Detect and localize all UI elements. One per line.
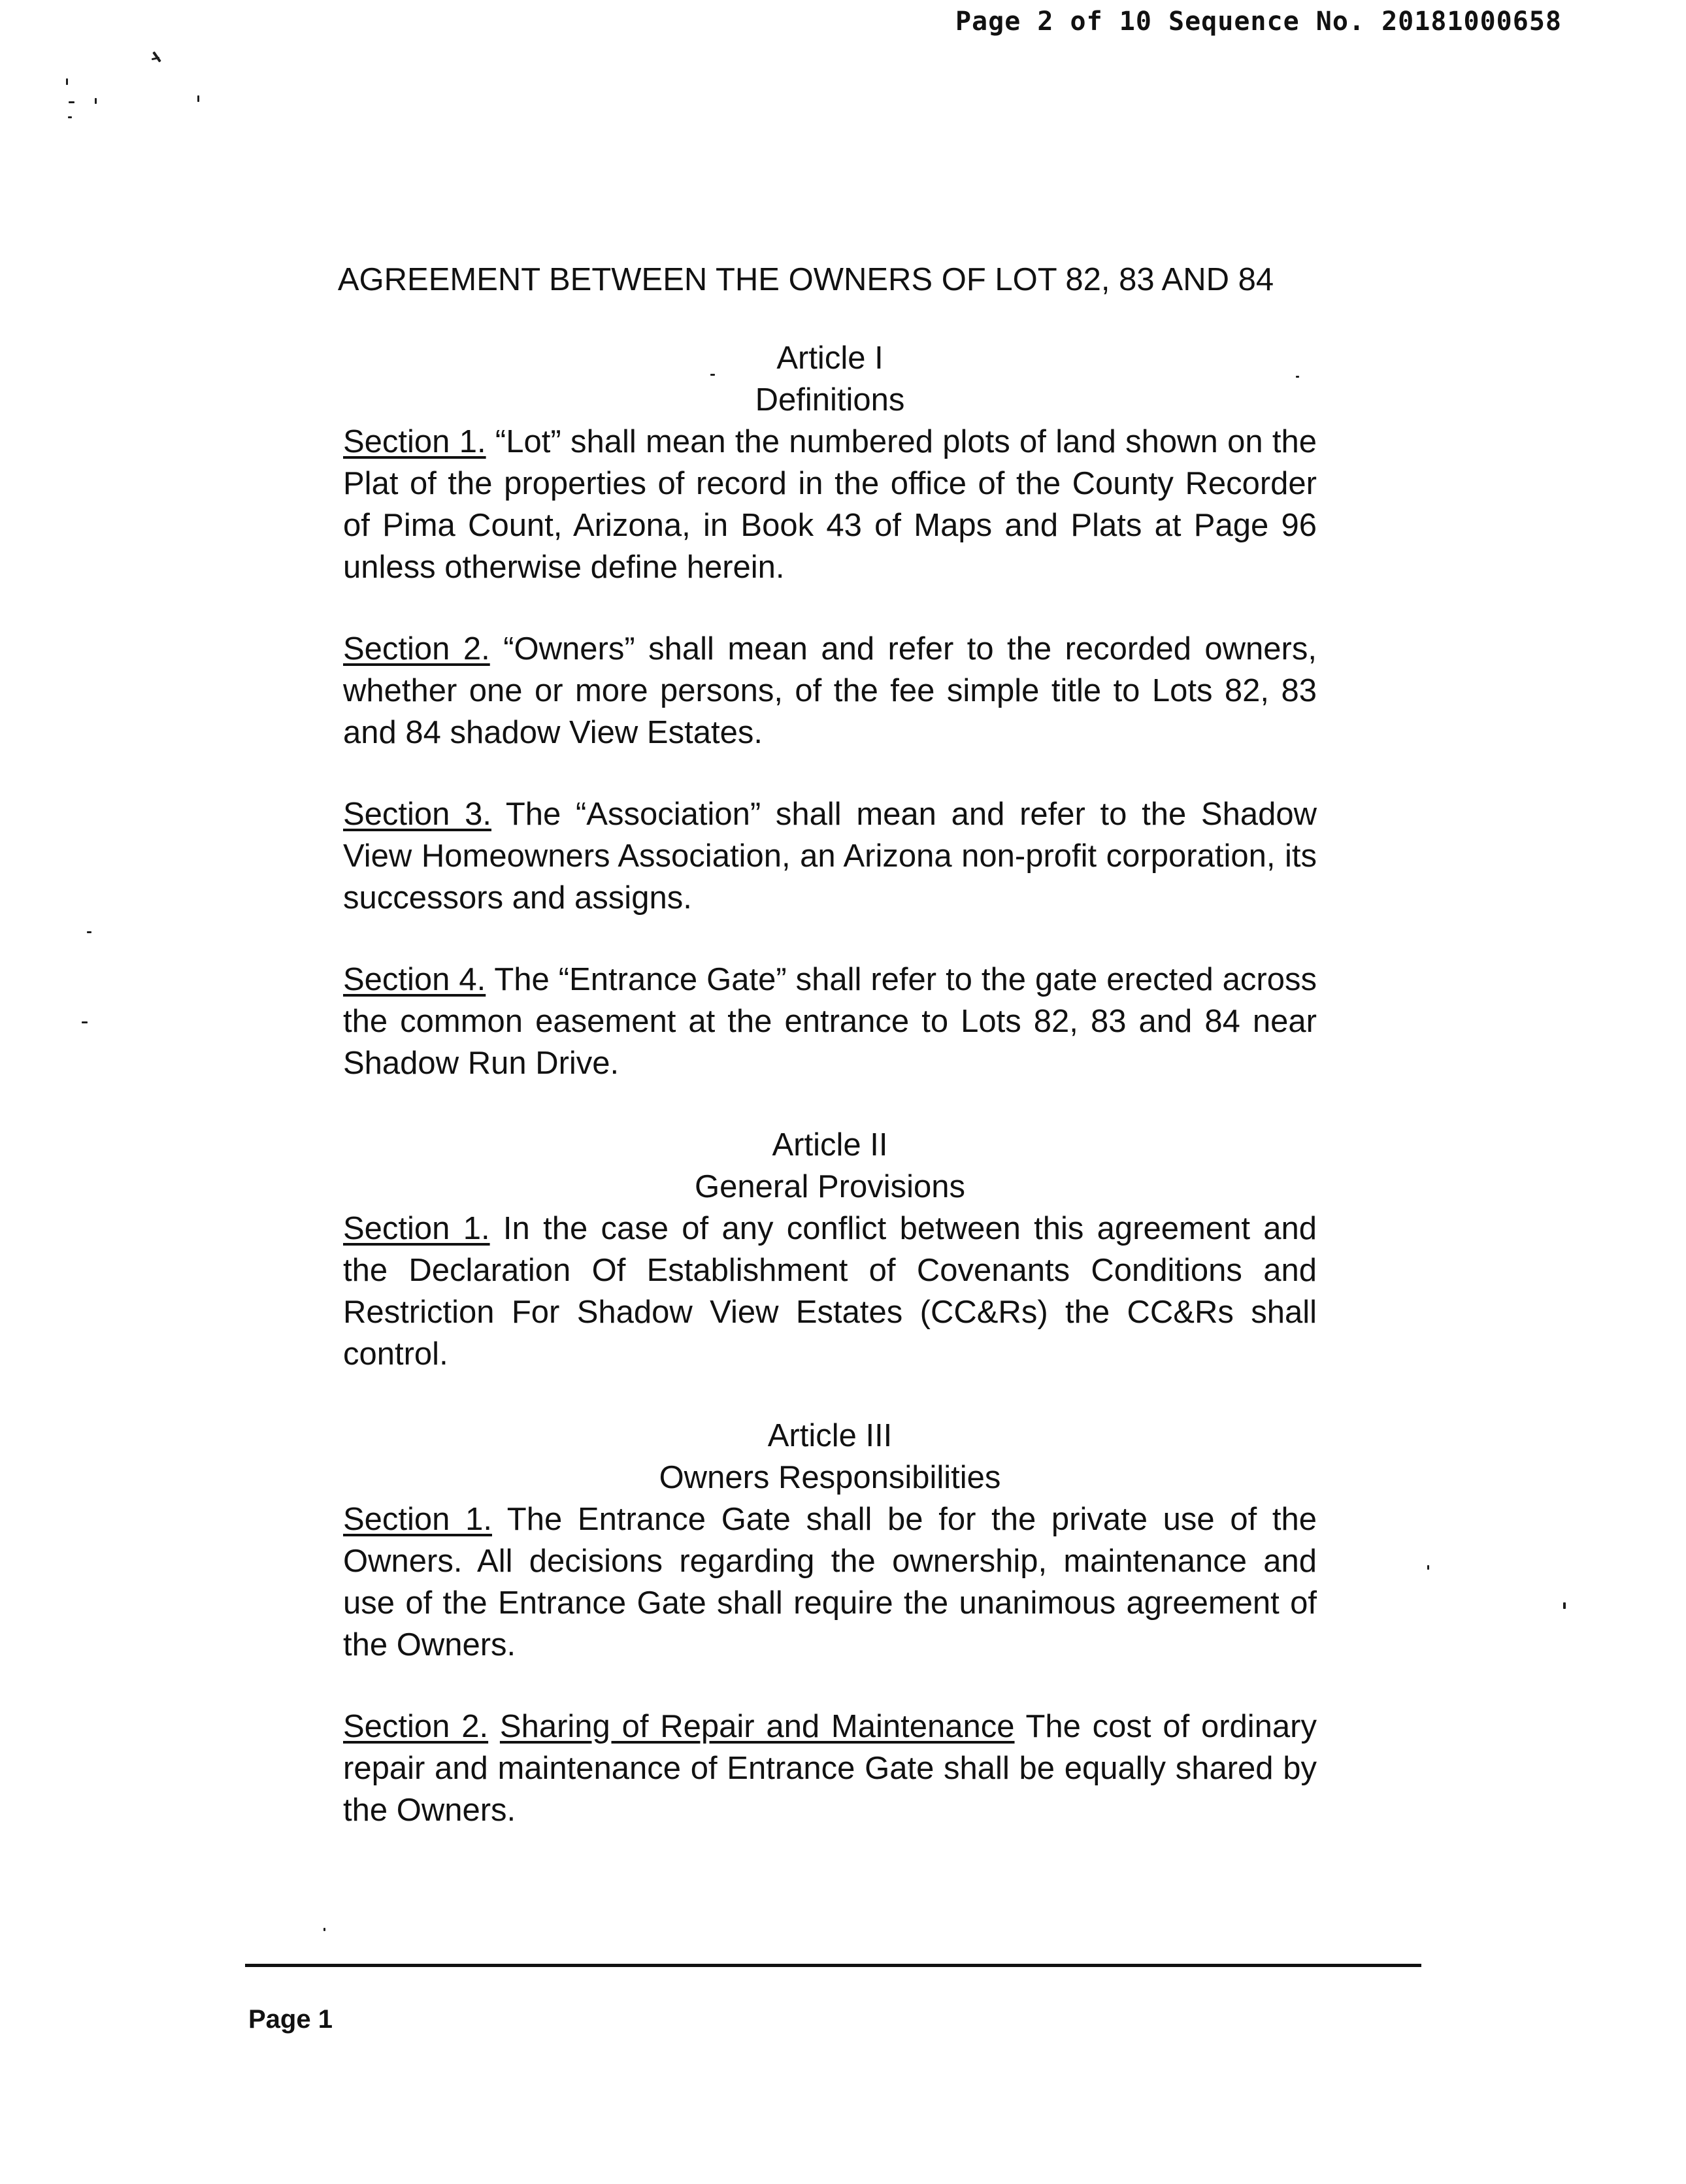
section-text: The cost of ordinary repair and maintenance of Entrance Gate shall be equally shared by the Owners. (343, 1709, 1317, 1828)
section-label: Section 2. (343, 1709, 489, 1744)
recording-stamp: Page 2 of 10 Sequence No. 20181000658 (955, 7, 1562, 37)
article-heading (343, 1124, 1317, 1208)
article-i (343, 337, 1317, 1084)
section-label: Section 2. (343, 631, 490, 667)
article-ii (343, 1124, 1317, 1375)
section-subtitle: Sharing of Repair and Maintenance (499, 1709, 1015, 1744)
article-title: General Provisions (695, 1169, 965, 1204)
section-label: Section 1. (343, 424, 486, 459)
scan-mark (323, 1928, 325, 1931)
scan-mark (197, 95, 199, 102)
section-paragraph (343, 1208, 1317, 1375)
section-label: Section 1. (343, 1211, 490, 1246)
section-paragraph (343, 1706, 1317, 1831)
article-iii (343, 1415, 1317, 1831)
footer-rule (245, 1964, 1421, 1967)
section-text: The “Entrance Gate” shall refer to the gate erected across the common easement at the entrance to Lots 82, 83 and 84 near Shadow Run Drive. (343, 962, 1317, 1081)
scan-mark (87, 931, 91, 933)
section-text: In the case of any conflict between this agreement and the Declaration Of Establishment of Covenants Conditions and Restriction For Shadow View Estates (CC&Rs) the CC&Rs shall control. (343, 1211, 1317, 1372)
scan-mark (1427, 1565, 1429, 1570)
article-number: Article II (772, 1127, 888, 1163)
footer-page-number: Page 1 (248, 2005, 333, 2034)
scan-mark (1563, 1602, 1566, 1609)
section-text: “Owners” shall mean and refer to the recorded owners, whether one or more persons, of the fee simple title to Lots 82, 83 and 84 shadow View Estates. (343, 631, 1317, 750)
article-heading (343, 337, 1317, 421)
agreement-content (337, 259, 1317, 1869)
scan-mark (69, 101, 74, 103)
scan-mark (68, 116, 72, 118)
section-text: “Lot” shall mean the numbered plots of land shown on the Plat of the properties of record in the office of the County Recorder of Pima Count, Arizona, in Book 43 of Maps and Plats at Page 96 unless otherwise define herein. (343, 424, 1317, 585)
scan-mark (66, 78, 68, 85)
section-paragraph (343, 1498, 1317, 1666)
section-paragraph (343, 421, 1317, 588)
article-number: Article I (776, 340, 884, 376)
article-title: Definitions (755, 382, 905, 418)
section-paragraph (343, 959, 1317, 1084)
section-label: Section 3. (343, 797, 492, 832)
section-text: The “Association” shall mean and refer to the Shadow View Homeowners Association, an Arizona non-profit corporation, its successors and assigns. (343, 797, 1317, 916)
section-text: The Entrance Gate shall be for the private use of the Owners. All decisions regarding the ownership, maintenance and use of the Entrance Gate shall require the unanimous agreement of the Owners. (343, 1502, 1317, 1663)
section-paragraph (343, 628, 1317, 753)
article-heading (343, 1415, 1317, 1498)
agreement-title: AGREEMENT BETWEEN THE OWNERS OF LOT 82, 83 AND 84 (337, 262, 1274, 297)
article-number: Article III (767, 1418, 893, 1453)
section-label: Section 1. (343, 1502, 492, 1537)
scan-mark (82, 1021, 88, 1023)
scan-mark (95, 98, 97, 104)
section-paragraph (343, 793, 1317, 919)
section-label: Section 4. (343, 962, 486, 997)
article-title: Owners Responsibilities (659, 1460, 1001, 1495)
